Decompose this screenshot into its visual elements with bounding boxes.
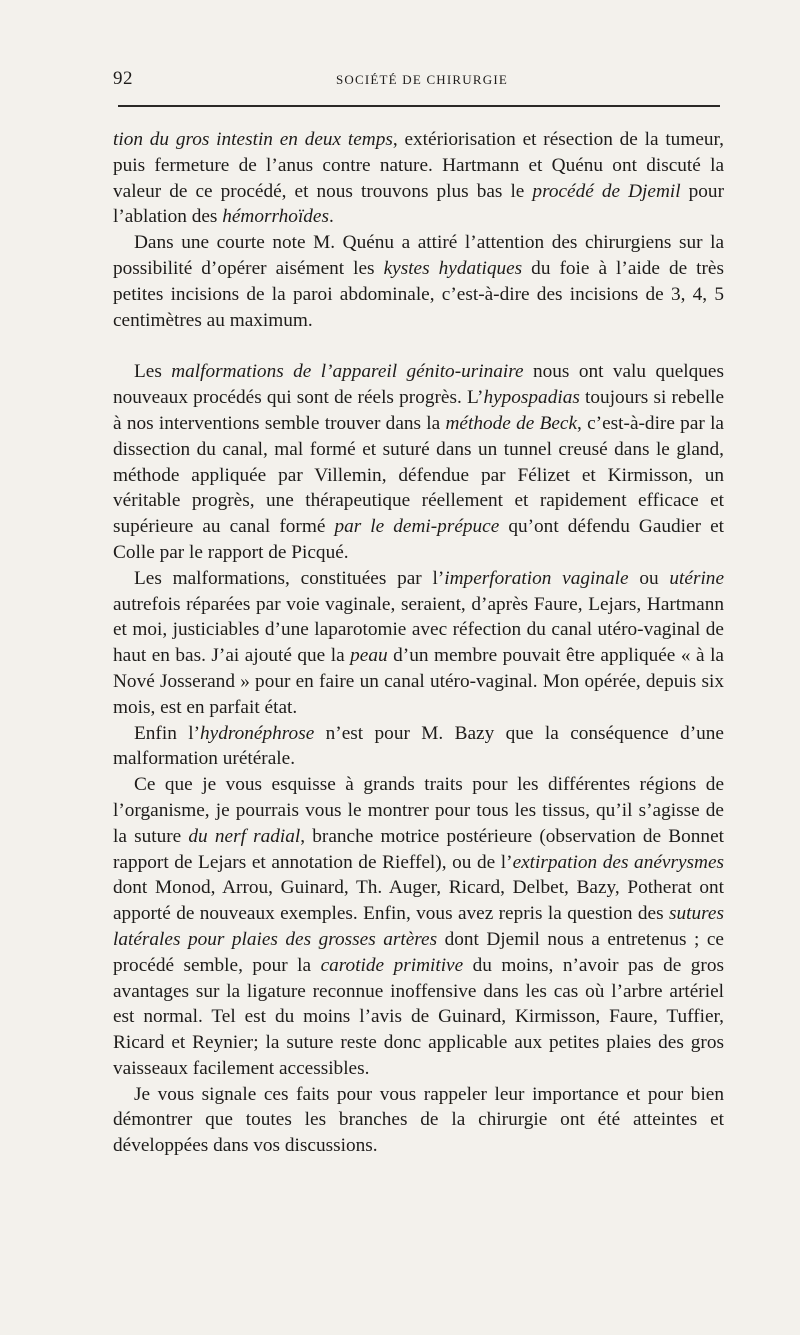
text-run: nous ont valu quelques nouveaux procédés qui sont de réels progrès. L’ [113, 361, 724, 409]
paragraph [113, 230, 724, 333]
text-run: Les malformations, constituées par l’ [134, 567, 445, 589]
italic-run: sutures latérales pour plaies des grosses artères [113, 903, 724, 950]
paragraph [113, 566, 724, 721]
italic-run: hémorrhoïdes [222, 206, 329, 228]
text-run: du foie à l’aide de très petites incisions de la paroi abdominale, c’est-à-dire des incisions de 3, 4, 5 centimètres au maximum. [113, 257, 724, 331]
italic-run: hypospadias [483, 387, 580, 409]
paragraph [113, 1082, 724, 1159]
italic-run: carotide primitive [320, 954, 464, 976]
italic-run: imperforation vaginale [444, 567, 629, 589]
text-run: , c’est-à-dire par la dissection du canal, mal formé et suturé dans un tunnel creusé dans le gland, méthode appliquée par Villemin, défendue par Félizet et Kirmisson, un véritable progrès, une thérapeutique réellement et rapidement efficace et supérieure au canal formé [113, 412, 724, 538]
running-head [113, 68, 721, 92]
text-run: dont Monod, Arrou, Guinard, Th. Auger, Ricard, Delbet, Bazy, Potherat ont apporté de nouveaux exemples. Enfin, vous avez repris la question des [113, 877, 724, 925]
body-text [113, 127, 724, 1159]
header-rule [118, 105, 720, 107]
italic-run: tion du gros intestin en deux temps [113, 129, 393, 150]
text-run: , extériorisation et résection de la tumeur, puis fermeture de l’anus contre nature. Hartmann et Quénu ont discuté la valeur de ce procédé, et nous trouvons plus bas le [113, 129, 724, 202]
italic-run: utérine [669, 567, 725, 589]
italic-run: malformations de l’appareil génito-urinaire [171, 361, 524, 383]
text-run: toujours si rebelle à nos interventions semble trouver dans la [113, 387, 724, 434]
text-run: , branche motrice postérieure (observation de Bonnet rapport de Lejars et annotation de Rieffel), ou de l’ [113, 825, 724, 873]
page-number: 92 [113, 68, 133, 89]
paragraph [113, 359, 724, 565]
italic-run: kystes hydatiques [383, 257, 523, 279]
text-run: autrefois réparées par voie vaginale, seraient, d’après Faure, Lejars, Hartmann et moi, justiciables d’une laparotomie avec réfection du canal utéro-vaginal de haut en bas. J’ai ajouté que la [113, 593, 724, 667]
text-run: du moins, n’avoir pas de gros avantages sur la ligature reconnue inoffensive dans les cas où l’arbre artériel est normal. Tel est du moins l’avis de Guinard, Kirmisson, Faure, Tuffier, Ricard et Reynier; la suture reste donc applicable aux petites plaies des gros vaisseaux facilement accessibles. [113, 954, 724, 1079]
paragraph [113, 772, 724, 1082]
text-run: Dans une courte note M. Quénu a attiré l’attention des chirurgiens sur la possibilité d’opérer aisément les [113, 232, 724, 279]
text-run: n’est pour M. Bazy que la conséquence d’une malformation urétérale. [113, 722, 724, 770]
italic-run: par le demi-prépuce [334, 516, 500, 538]
italic-run: hydronéphrose [200, 722, 315, 744]
italic-run: extirpation des anévrysmes [512, 851, 725, 873]
text-run: . [329, 206, 334, 228]
text-run: Enfin l’ [134, 722, 201, 744]
running-title: SOCIÉTÉ DE CHIRURGIE [335, 72, 509, 87]
text-run: Je vous signale ces faits pour vous rappeler leur importance et pour bien démontrer que toutes les branches de la chirurgie ont été atteintes et développées dans vos discussions. [113, 1083, 724, 1157]
italic-run: du nerf radial [188, 825, 301, 847]
text-run: d’un membre pouvait être appliquée « à la Nové Josserand » pour en faire un canal utéro-vaginal. Mon opérée, depuis six mois, est en parfait état. [113, 645, 724, 718]
italic-run: méthode de Beck [445, 412, 578, 434]
paragraph [113, 127, 724, 230]
text-run: Ce que je vous esquisse à grands traits pour les différentes régions de l’organisme, je pourrais vous le montrer pour tous les tissus, qu’il s’agisse de la suture [113, 774, 724, 847]
italic-run: peau [350, 645, 388, 667]
text-run: ou [628, 567, 670, 589]
paragraph [113, 721, 724, 773]
text-run: dont Djemil nous a entretenus ; ce procédé semble, pour la [113, 928, 724, 976]
text-run: pour l’ablation des [113, 180, 724, 228]
italic-run: procédé de Djemil [532, 180, 681, 202]
text-run: Les [134, 361, 172, 383]
text-run: qu’ont défendu Gaudier et Colle par le rapport de Picqué. [113, 516, 724, 563]
